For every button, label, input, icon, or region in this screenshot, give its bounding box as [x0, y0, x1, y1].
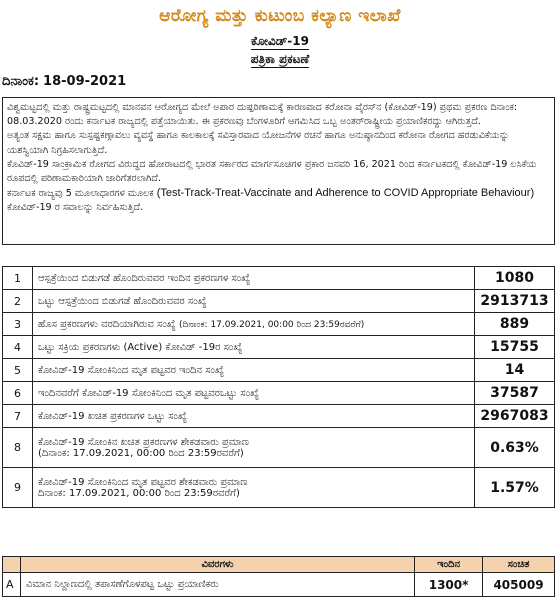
header-today: ಇಂದಿನ [415, 557, 483, 573]
row-number: 5 [3, 359, 33, 382]
press-release-text: ಪತ್ರಿಕಾ ಪ್ರಕಟಣೆ [250, 52, 310, 66]
row-letter: A [3, 573, 21, 597]
row-value: 14 [475, 359, 555, 382]
travel-table [2, 556, 555, 597]
header-cumulative: ಸಂಚಿತ [483, 557, 555, 573]
row-number: 7 [3, 405, 33, 428]
row-value: 15755 [475, 336, 555, 359]
row-description: ಆಸ್ಪತ್ರೆಯಿಂದ ಬಿಡುಗಡೆ ಹೊಂದಿರುವವರ ಇಂದಿನ ಪ್ರಕರಣಗಳ ಸಂಖ್ಯೆ [32, 267, 474, 290]
row-number: 9 [3, 468, 33, 508]
row-number: 8 [3, 428, 33, 468]
stats-row [3, 405, 555, 428]
row-description-date: ದಿನಾಂಕ: 17.09.2021, 00:00 ರಿಂದ 23:59ರವರೆಗೆ) [37, 487, 240, 499]
travel-table-row [3, 573, 555, 597]
row-today-value: 1300* [415, 573, 483, 597]
row-description [32, 428, 474, 468]
row-description [32, 313, 474, 336]
stats-row [3, 359, 555, 382]
notice-p4-start: ಕರ್ನಾಟಕ ರಾಜ್ಯವು 5 ಮೂಲಾಧಾರಗಳ ಮೂಲಕ [7, 188, 157, 200]
date-label: ದಿನಾಂಕ: [2, 74, 40, 89]
row-description-main: ಕೋವಿಡ್-19 ಸೋಂಕಿನಿಂದ ಮೃತ ಪಟ್ಟವರ ಶೇಕಡವಾರು ಪ್ರಮಾಣ [37, 476, 248, 488]
travel-table-header [3, 557, 555, 573]
row-value: 37587 [475, 382, 555, 405]
row-number: 1 [3, 267, 33, 290]
row-number: 6 [3, 382, 33, 405]
row-value: 1.57% [475, 468, 555, 508]
department-title: ಆರೋಗ್ಯ ಮತ್ತು ಕುಟುಂಬ ಕಲ್ಯಾಣ ಇಲಾಖೆ [159, 6, 401, 26]
row-number: 2 [3, 290, 33, 313]
notice-paragraph-1: ವಿಶ್ವಮಟ್ಟದಲ್ಲಿ ಮತ್ತು ರಾಷ್ಟ್ರಮಟ್ಟದಲ್ಲಿ ಮಾನವನ ಆರೋಗ್ಯದ ಮೇಲೆ ಅಪಾರ ದುಷ್ಪರಿಣಾಮಕ್ಕೆ ಕಾರಣವಾದ ಕರೋನಾ ವೈರಸ್‌ನ (ಕೋವಿಡ್-19) ಪ್ರಥಮ ಪ್ರಕರಣ ದಿನಾಂಕ: 08.03.2020 ರಂದು ಕರ್ನಾಟಕ ರಾಜ್ಯದಲ್ಲಿ ಪತ್ತೆಯಾಯಿತು. ಈ ಪ್ರಕರಣವು ಬೆಂಗಳೂರಿಗೆ ಆಗಮಿಸಿದ ಒಬ್ಬ ಅಂತರ್‌ರಾಷ್ಟ್ರೀಯ ಪ್ರಯಾಣಿಕರದ್ದು ಆಗಿರುತ್ತದೆ. [7, 102, 518, 128]
row-description-main: ಕೋವಿಡ್-19 ಸೋಂಕಿನ ಖಚಿತ ಪ್ರಕರಣಗಳ ಶೇಕಡವಾರು ಪ್ರಮಾಣ [37, 436, 249, 448]
stats-table [2, 266, 555, 508]
row-description-date: (ದಿನಾಂಕ: 17.09.2021, 00:00 ರಿಂದ 23:59ರವರೆಗೆ) [37, 447, 244, 459]
row-cumulative-value: 405009 [483, 573, 555, 597]
press-release-title [0, 52, 560, 67]
notice-paragraph-4 [7, 186, 550, 215]
row-value: 0.63% [475, 428, 555, 468]
date-line [2, 74, 126, 89]
covid-subtitle-text: ಕೋವಿಡ್-19 [251, 34, 309, 48]
notice-box [2, 97, 555, 245]
row-description: ಇಂದಿನವರೆಗೆ ಕೋವಿಡ್-19 ಸೋಂಕಿನಿಂದ ಮೃತ ಪಟ್ಟವರಒಟ್ಟು ಸಂಖ್ಯೆ [32, 382, 474, 405]
row-description: ಕೋವಿಡ್-19 ಸೋಂಕಿನಿಂದ ಮೃತ ಪಟ್ಟವರ ಇಂದಿನ ಸಂಖ್ಯೆ [32, 359, 474, 382]
row-value: 2913713 [475, 290, 555, 313]
stats-row [3, 313, 555, 336]
row-description-date: (ದಿನಾಂಕ: 17.09.2021, 00:00 ರಿಂದ 23:59ರವರೆಗೆ) [179, 319, 365, 330]
header-details: ವಿವರಗಳು [20, 557, 414, 573]
row-number: 4 [3, 336, 33, 359]
covid-subtitle [0, 34, 560, 49]
stats-row [3, 428, 555, 468]
row-value: 1080 [475, 267, 555, 290]
row-value: 2967083 [475, 405, 555, 428]
row-description: ಒಟ್ಟು ಆಸ್ಪತ್ರೆಯಿಂದ ಬಿಡುಗಡೆ ಹೊಂದಿರುವವರ ಸಂಖ್ಯೆ [32, 290, 474, 313]
row-description: ವಿಮಾನ ನಿಲ್ದಾಣದಲ್ಲಿ ತಪಾಸಣೆಗೊಳಪಟ್ಟ ಒಟ್ಟು ಪ್ರಯಾಣಿಕರು [20, 573, 414, 597]
row-description [32, 468, 474, 508]
stats-row [3, 267, 555, 290]
header-blank-cell [3, 557, 21, 573]
notice-paragraph-3: ಕೊವಿಡ್-19 ಸಾಂಕ್ರಾಮಿಕ ರೋಗದ ವಿರುದ್ಧದ ಹೋರಾಟದಲ್ಲಿ ಭಾರತ ಸರ್ಕಾರದ ಮಾರ್ಗಸೂಚಿಗಳ ಪ್ರಕಾರ ಜನವರಿ 16, 2021 ರಿಂದ ಕರ್ನಾಟಕದಲ್ಲಿ ಕೋವಿಡ್-19 ಲಸಿಕೆಯ ರೂಪದಲ್ಲಿ ಪರಿಣಾಮಕಾರಿಯಾಗಿ ಜಾರಿಗೆತರಲಾಗಿದೆ. [7, 158, 537, 185]
row-value: 889 [475, 313, 555, 336]
row-number: 3 [3, 313, 33, 336]
stats-row [3, 336, 555, 359]
notice-p4-end: ಕೋವಿಡ್-19 ರ ಸವಾಲನ್ನು ನಿರ್ವಹಿಸುತ್ತಿದೆ. [7, 202, 144, 214]
row-description: ಒಟ್ಟು ಸಕ್ರಿಯ ಪ್ರಕರಣಗಳು (Active) ಕೋವಿಡ್ -19ರ ಸಂಖ್ಯೆ [32, 336, 474, 359]
date-value: 18-09-2021 [43, 74, 127, 89]
notice-p4-english: (Test-Track-Treat-Vaccinate and Adherence to COVID Appropriate Behaviour) [156, 187, 535, 200]
stats-row [3, 290, 555, 313]
stats-row [3, 468, 555, 508]
stats-row [3, 382, 555, 405]
notice-paragraph-2: ಅತ್ಯಂತ ಸಕ್ಷಮ ಹಾಗೂ ಸುಸ್ಪಷ್ಟಕಣ್ಗಾವಲು ವ್ಯವಸ್ಥೆ ಹಾಗೂ ಕಾಲಕಾಲಕ್ಕೆ ಸವಿಸ್ತಾರವಾದ ಯೋಜನೆಗಳ ರಚನೆ ಹಾಗೂ ಅನುಷ್ಠಾನದಿಂದ ಕರೋನಾ ರೋಗದ ಹರಡುವಿಕೆಯನ್ನು ಯಶಸ್ವಿಯಾಗಿ ನಿಗ್ರಹಿಸಲಾಗುತ್ತಿದೆ. [7, 130, 510, 156]
row-description: ಕೋವಿಡ್-19 ಖಚಿತ ಪ್ರಕರಣಗಳ ಒಟ್ಟು ಸಂಖ್ಯೆ [32, 405, 474, 428]
row-description-main: ಹೊಸ ಪ್ರಕರಣಗಳು ವರದಿಯಾಗಿರುವ ಸಂಖ್ಯೆ [37, 318, 176, 330]
